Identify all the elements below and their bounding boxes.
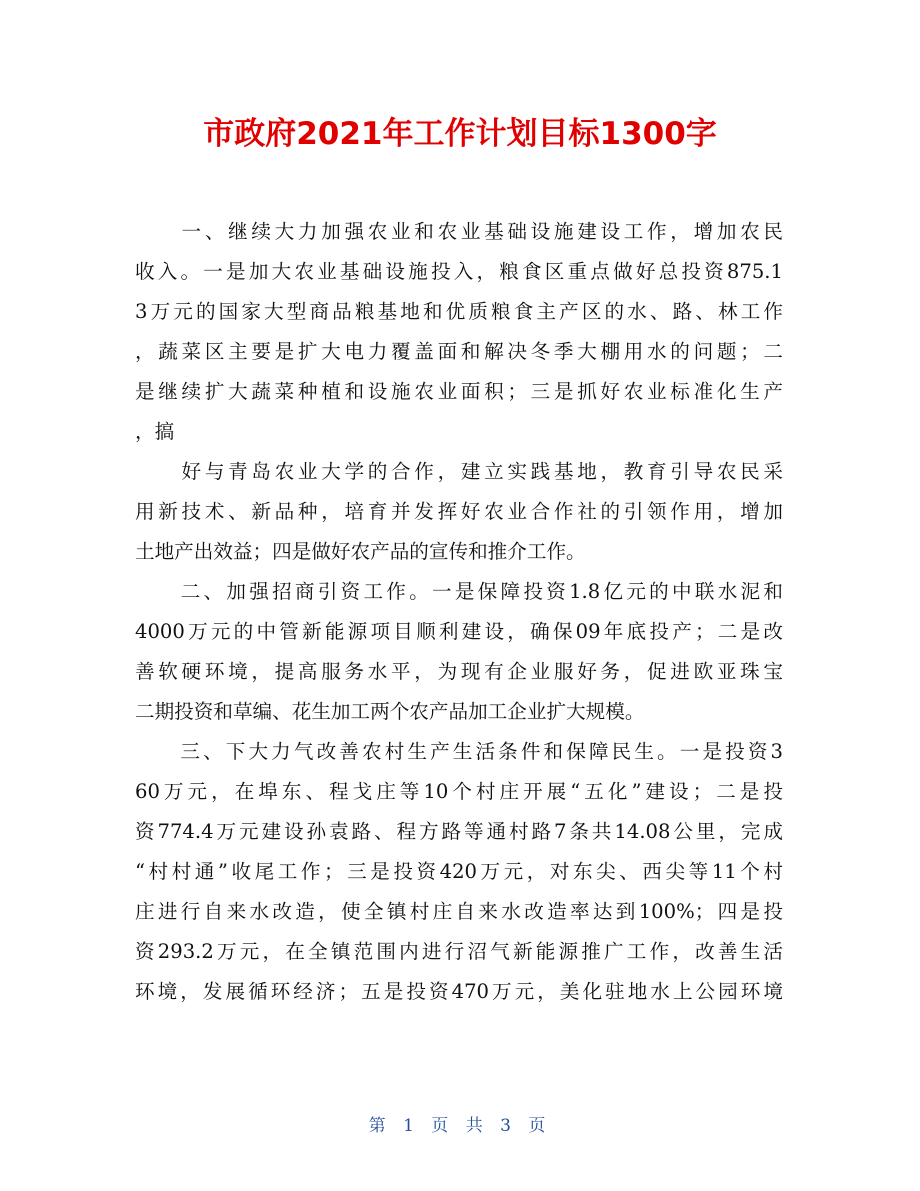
text-line: 资293.2万元，在全镇范围内进行沼气新能源推广工作，改善生活 [135,940,783,963]
text-line: 好与青岛农业大学的合作，建立实践基地，教育引导农民采 [135,460,783,483]
paragraph-3 [135,572,783,732]
document-title: 市政府2021年工作计划目标1300字 [203,116,717,152]
text-line: “村村通”收尾工作；三是投资420万元，对东尖、西尖等11个村 [135,860,783,883]
text-line: 4000万元的中管新能源项目顺利建设，确保09年底投产；二是改 [135,620,783,643]
text-line: ，蔬菜区主要是扩大电力覆盖面和解决冬季大棚用水的问题；二 [135,340,783,363]
text-line: 三、下大力气改善农村生产生活条件和保障民生。一是投资3 [135,740,783,763]
text-line: 土地产出效益；四是做好农产品的宣传和推介工作。 [135,540,586,563]
text-line: 收入。一是加大农业基础设施投入，粮食区重点做好总投资875.1 [135,260,783,283]
text-line: 资774.4万元建设孙袁路、程方路等通村路7条共14.08公里，完成 [135,820,783,843]
text-line: 二、加强招商引资工作。一是保障投资1.8亿元的中联水泥和 [135,580,783,603]
text-line: 庄进行自来水改造，使全镇村庄自来水改造率达到100%；四是投 [135,900,783,923]
text-line: 3万元的国家大型商品粮基地和优质粮食主产区的水、路、林工作 [135,300,783,323]
text-line: 是继续扩大蔬菜种植和设施农业面积；三是抓好农业标准化生产 [135,380,783,403]
text-line: 二期投资和草编、花生加工两个农产品加工企业扩大规模。 [135,700,645,723]
paragraph-1 [135,212,783,452]
text-line: ，搞 [135,420,175,443]
paragraph-2 [135,452,783,572]
paragraph-4 [135,732,783,1012]
text-line: 60万元，在埠东、程戈庄等10个村庄开展“五化”建设；二是投 [135,780,783,803]
text-line: 环境，发展循环经济；五是投资470万元，美化驻地水上公园环境 [135,980,783,1003]
text-line: 用新技术、新品种，培育并发挥好农业合作社的引领作用，增加 [135,500,783,523]
text-line: 善软硬环境，提高服务水平，为现有企业服好务，促进欧亚珠宝 [135,660,783,683]
page-number-footer: 第 1 页 共 3 页 [368,1116,552,1136]
document-body [135,212,783,1012]
text-line: 一、继续大力加强农业和农业基础设施建设工作，增加农民 [135,220,783,243]
